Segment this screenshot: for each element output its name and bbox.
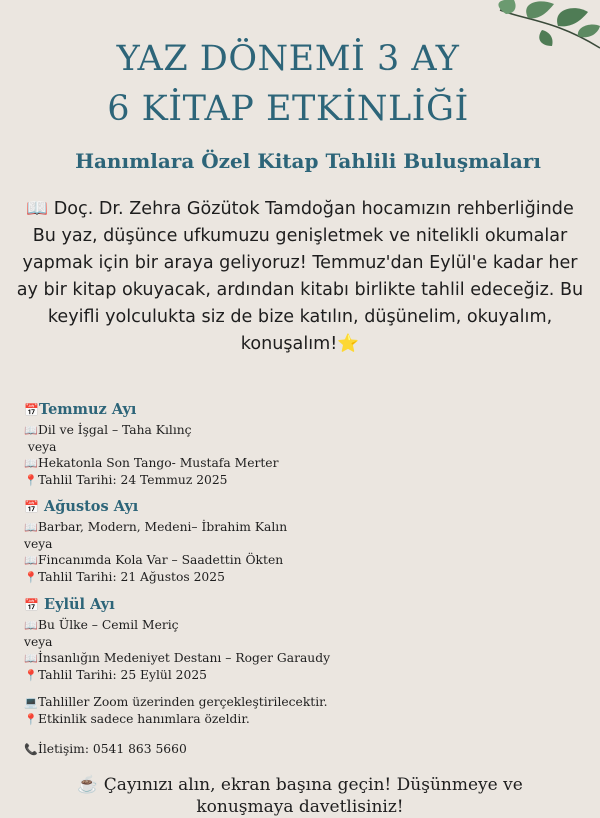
book-item: 📖Dil ve İşgal – Taha Kılınç <box>24 423 192 437</box>
or-text: veya <box>27 440 57 454</box>
pushpin-icon: 📍 <box>24 474 38 487</box>
month-section-september <box>24 595 584 684</box>
pushpin-icon: 📍 <box>24 571 38 584</box>
review-date: 📍Tahlil Tarihi: 24 Temmuz 2025 <box>24 473 228 487</box>
book-item: 📖İnsanlığın Medeniyet Destanı – Roger Garaudy <box>24 651 331 665</box>
month-heading: 📅 Ağustos Ayı <box>24 498 139 515</box>
footer-line1: ☕ Çayınızı alın, ekran başına geçin! Düşünmeye ve <box>77 775 523 795</box>
month-section-july <box>24 400 584 489</box>
open-book-icon: 📖 <box>24 619 38 632</box>
book-item: 📖Hekatonla Son Tango- Mustafa Merter <box>24 456 279 470</box>
or-text: veya <box>24 635 53 649</box>
open-book-icon: 📖 <box>24 521 38 534</box>
book-item: 📖Fincanımda Kola Var – Saadettin Ökten <box>24 553 284 567</box>
footer-line2: konuşmaya davetlisiniz! <box>196 797 404 817</box>
review-date: 📍Tahlil Tarihi: 21 Ağustos 2025 <box>24 570 225 584</box>
month-heading: 📅 Eylül Ayı <box>24 596 115 613</box>
book-item: 📖Bu Ülke – Cemil Meriç <box>24 618 179 632</box>
intro-body: Bu yaz, düşünce ufkumuzu genişletmek ve nitelikli okumalar yapmak için bir araya geliyoruz! Temmuz'dan Eylül'e kadar her ay bir kitap okuyacak, ardından kitabı birlikte tahlil edeceğiz. Bu keyifli yolculukta siz de bize katılın, düşünelim, okuyalım, konuşalım!⭐ <box>16 226 584 354</box>
pushpin-icon: 📍 <box>24 713 38 726</box>
calendar-icon: 📅 <box>24 500 39 514</box>
book-item: 📖Barbar, Modern, Medeni– İbrahim Kalın <box>24 520 288 534</box>
page-title-line2: 6 KİTAP ETKİNLİĞİ <box>107 89 469 129</box>
page-title: YAZ DÖNEMİ 3 AY <box>116 39 460 79</box>
open-book-icon: 📖 <box>24 652 38 665</box>
women-only-note: 📍Etkinlik sadece hanımlara özeldir. <box>24 712 250 726</box>
subtitle: Hanımlara Özel Kitap Tahlili Buluşmaları <box>75 149 541 173</box>
calendar-icon: 📅 <box>24 598 39 612</box>
phone-icon: 📞 <box>24 743 38 756</box>
pushpin-icon: 📍 <box>24 669 38 682</box>
month-heading: 📅Temmuz Ayı <box>24 401 137 418</box>
intro-text <box>14 196 586 358</box>
month-section-august <box>24 497 584 586</box>
or-text: veya <box>24 537 53 551</box>
tea-icon: ☕ <box>77 775 99 795</box>
open-book-icon: 📖 <box>24 457 38 470</box>
intro-line1: 📖 Doç. Dr. Zehra Gözütok Tamdoğan hocamızın rehberliğinde <box>26 199 574 219</box>
laptop-icon: 💻 <box>24 696 38 709</box>
notes <box>24 694 328 728</box>
calendar-icon: 📅 <box>24 403 39 417</box>
zoom-note: 💻Tahliller Zoom üzerinden gerçekleştirilecektir. <box>24 695 328 709</box>
open-book-icon: 📖 <box>24 554 38 567</box>
open-book-icon: 📖 <box>24 424 38 437</box>
review-date: 📍Tahlil Tarihi: 25 Eylül 2025 <box>24 668 207 682</box>
contact-info: 📞İletişim: 0541 863 5660 <box>24 742 187 756</box>
